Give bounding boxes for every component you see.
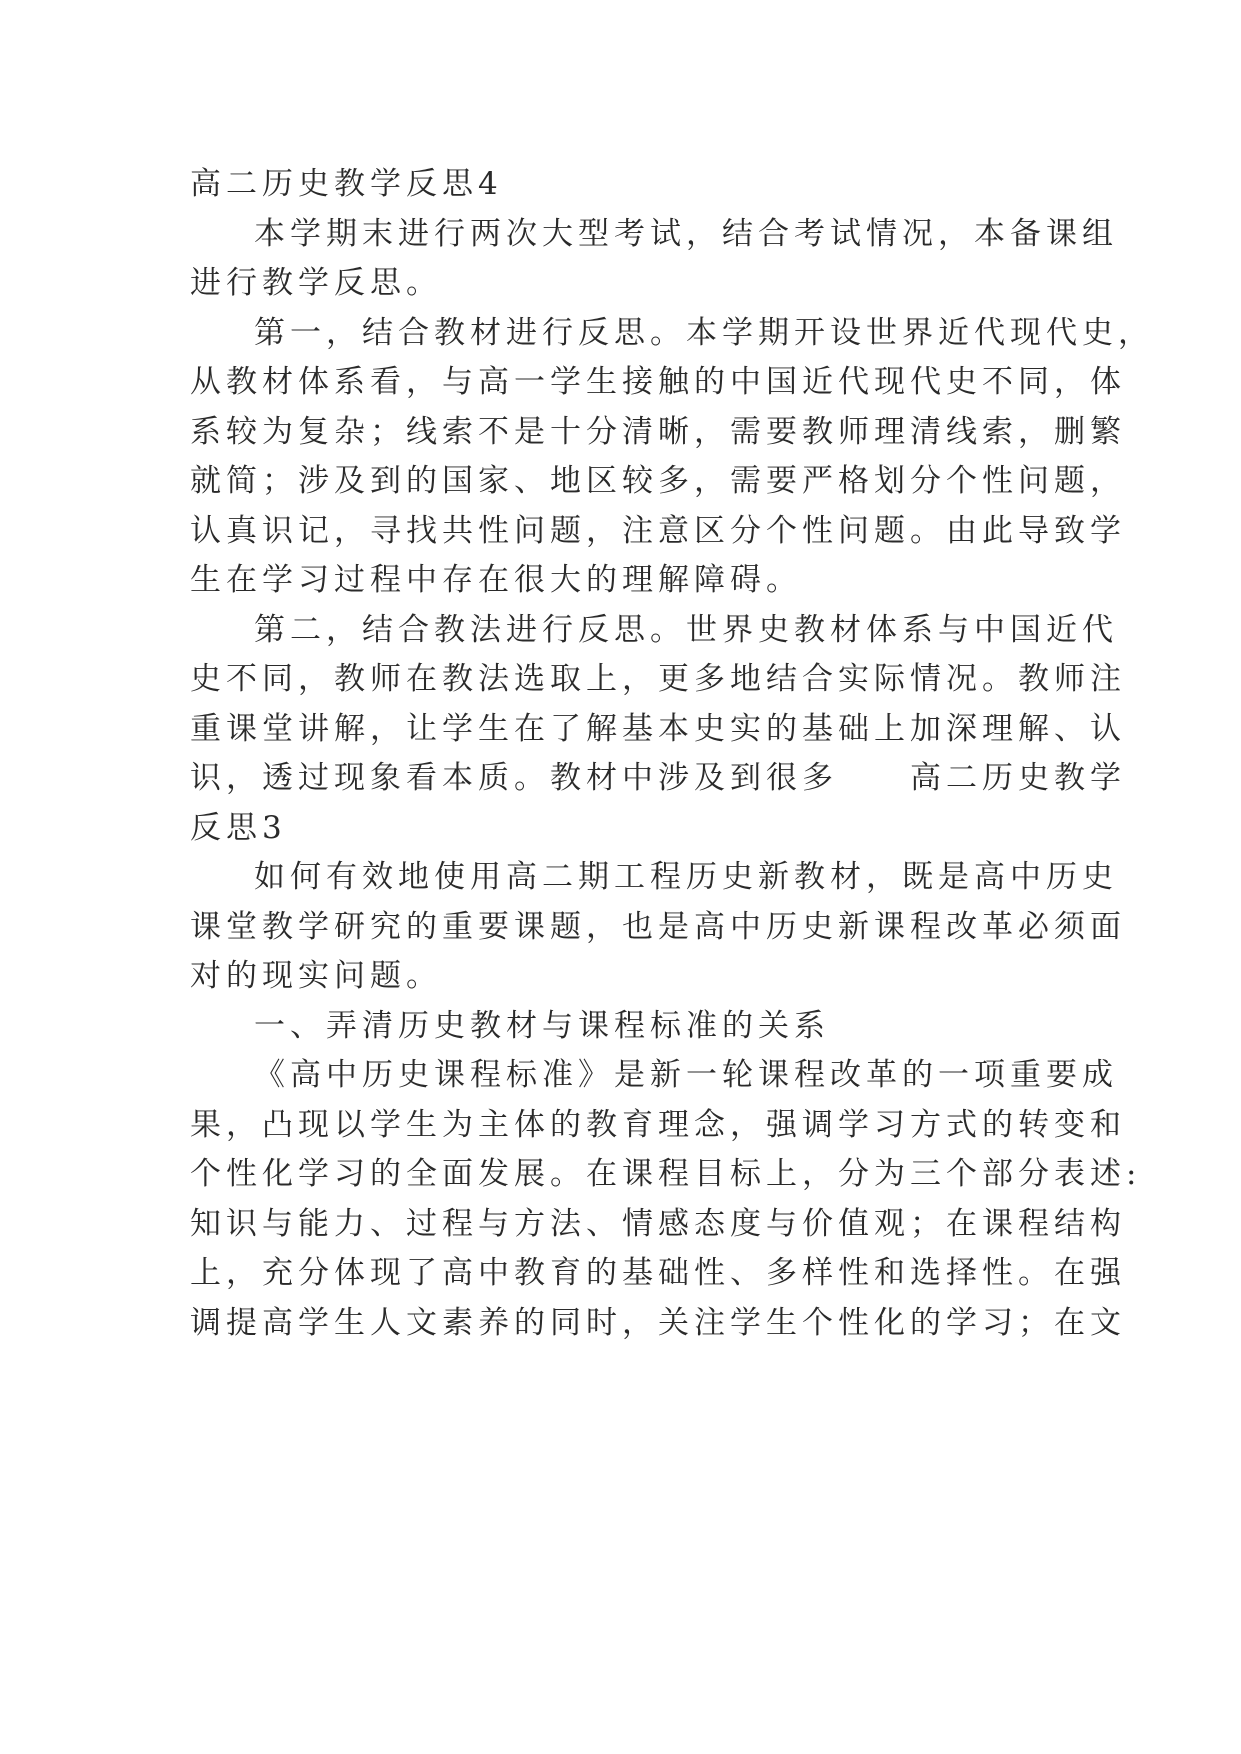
text-line: 调提高学生人文素养的同时，关注学生个性化的学习；在文 bbox=[190, 1304, 1126, 1341]
text-line: 知识与能力、过程与方法、情感态度与价值观；在课程结构 bbox=[190, 1205, 1126, 1242]
text-line: 系较为复杂；线索不是十分清晰，需要教师理清线索，删繁 bbox=[190, 413, 1126, 450]
text-line: 如何有效地使用高二期工程历史新教材，既是高中历史 bbox=[254, 859, 1118, 895]
text-line: 课堂教学研究的重要课题，也是高中历史新课程改革必须面 bbox=[190, 908, 1126, 945]
text-line: 重课堂讲解，让学生在了解基本史实的基础上加深理解、认 bbox=[190, 710, 1126, 747]
text-line: 一、弄清历史教材与课程标准的关系 bbox=[254, 1007, 830, 1044]
text-line: 认真识记，寻找共性问题，注意区分个性问题。由此导致学 bbox=[190, 512, 1126, 549]
text-line: 从教材体系看，与高一学生接触的中国近代现代史不同，体 bbox=[190, 364, 1126, 400]
text-line: 史不同，教师在教法选取上，更多地结合实际情况。教师注 bbox=[190, 661, 1126, 697]
text-line: 高二历史教学反思4 bbox=[190, 166, 503, 202]
text-line: 第二，结合教法进行反思。世界史教材体系与中国近代 bbox=[254, 611, 1118, 648]
text-line: 对的现实问题。 bbox=[190, 958, 442, 994]
document-body bbox=[190, 160, 1154, 1348]
text-line: 个性化学习的全面发展。在课程目标上，分为三个部分表述: bbox=[190, 1156, 1142, 1192]
text-line: 第一，结合教材进行反思。本学期开设世界近代现代史， bbox=[254, 314, 1154, 351]
text-line: 上，充分体现了高中教育的基础性、多样性和选择性。在强 bbox=[190, 1255, 1126, 1291]
text-line: 果，凸现以学生为主体的教育理念，强调学习方式的转变和 bbox=[190, 1106, 1126, 1143]
text-line: 反思3 bbox=[190, 809, 287, 846]
text-line: 生在学习过程中存在很大的理解障碍。 bbox=[190, 562, 802, 598]
text-line: 进行教学反思。 bbox=[190, 265, 442, 301]
text-line: 《高中历史课程标准》是新一轮课程改革的一项重要成 bbox=[254, 1057, 1118, 1093]
text-line: 本学期末进行两次大型考试，结合考试情况，本备课组 bbox=[254, 215, 1118, 252]
text-line: 就简；涉及到的国家、地区较多，需要严格划分个性问题， bbox=[190, 463, 1126, 499]
text-line: 识，透过现象看本质。教材中涉及到很多 高二历史教学 bbox=[190, 760, 1126, 796]
